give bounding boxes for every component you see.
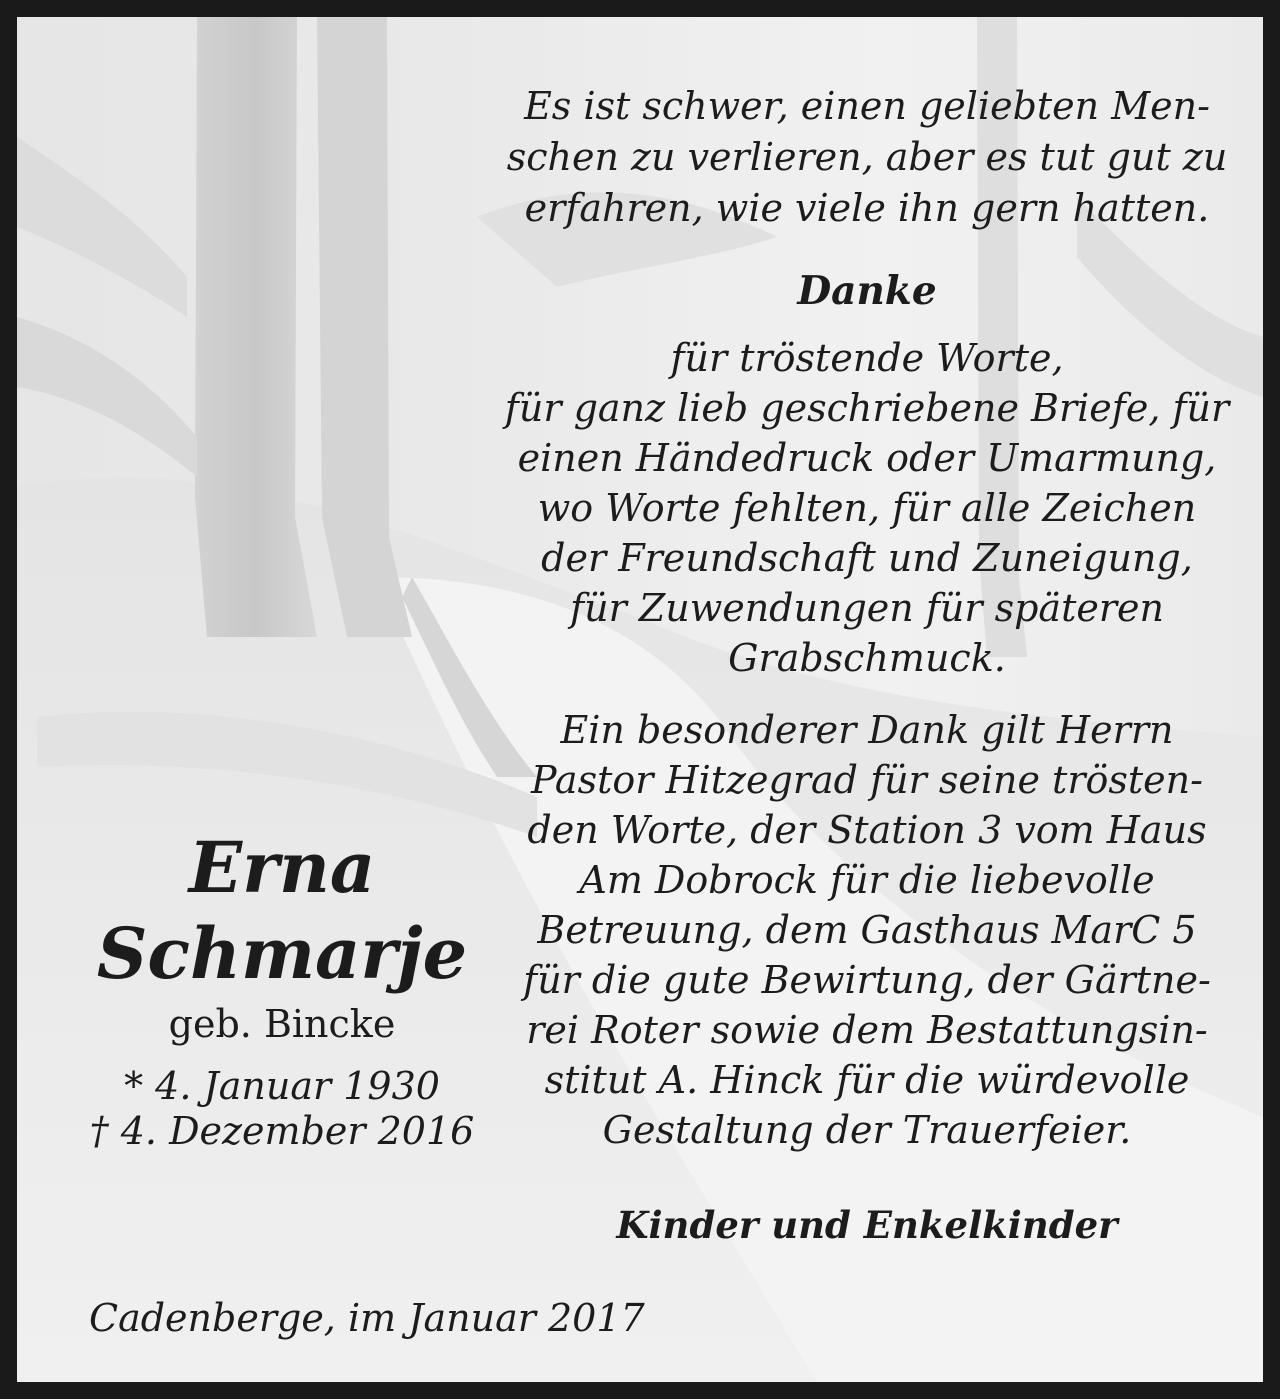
deceased-last-name: Schmarje	[96, 912, 468, 995]
maiden-name: geb. Bincke	[168, 1002, 396, 1046]
deceased-first-name: Erna	[188, 826, 376, 909]
intro-text: Es ist schwer, einen geliebten Men- schen zu verlieren, aber es tut gut zu erfahren, wie viele ihn gern hatten.	[506, 84, 1228, 230]
danke-heading: Danke	[797, 268, 937, 314]
place-and-date: Cadenberge, im Januar 2017	[89, 1296, 645, 1340]
thanks-list-text: für tröstende Worte, für ganz lieb geschriebene Briefe, für einen Händedruck oder Umarmung, wo Worte fehlten, für alle Zeichen der Freundschaft und Zuneigung, für Zuwendungen für späteren Grabschmuck.	[504, 336, 1230, 680]
birth-date: * 4. Januar 1930	[124, 1064, 440, 1108]
death-date: † 4. Dezember 2016	[89, 1109, 475, 1153]
signature: Kinder und Enkelkinder	[616, 1203, 1118, 1247]
special-thanks-text: Ein besonderer Dank gilt Herrn Pastor Hitzegrad für seine trösten- den Worte, der Station 3 vom Haus Am Dobrock für die liebevolle Betreuung, dem Gasthaus MarC 5 für die gute Bewirtung, der Gärtne- rei Roter sowie dem Bestattungsin- stitut A. Hinck für die würdevolle Gestaltung der Trauerfeier.	[523, 708, 1211, 1152]
